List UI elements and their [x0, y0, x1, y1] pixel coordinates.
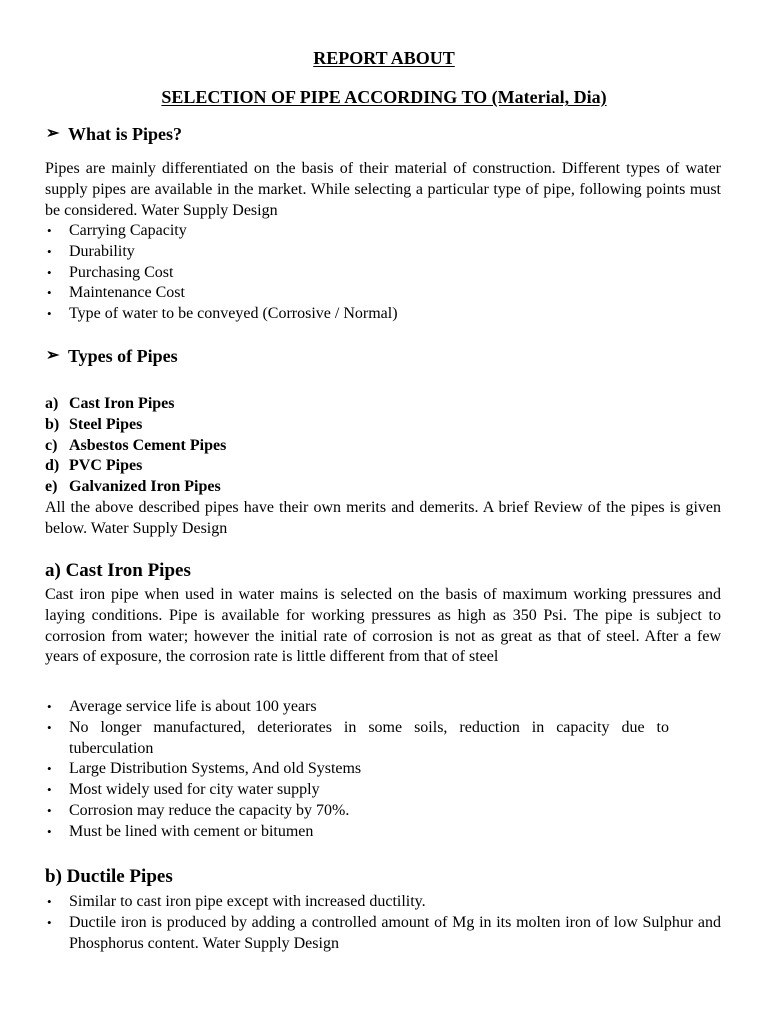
section-heading-text: Types of Pipes [68, 346, 178, 366]
bullet-icon: • [47, 223, 52, 238]
list-item: • Most widely used for city water supply [45, 780, 721, 801]
list-item: • No longer manufactured, deteriorates in some soils, reduction in capacity due to tuberculation [47, 718, 669, 757]
cast-iron-list [45, 697, 721, 843]
list-item: • Corrosion may reduce the capacity by 70%. [45, 801, 721, 822]
list-item: • Large Distribution Systems, And old Systems [45, 759, 721, 780]
list-item: • Carrying Capacity [45, 221, 721, 242]
list-item: • Type of water to be conveyed (Corrosive / Normal) [45, 304, 721, 325]
bullet-icon: • [47, 306, 52, 322]
list-item: b) Steel Pipes [45, 415, 143, 433]
list-item: • Similar to cast iron pipe except with increased ductility. [45, 892, 721, 913]
ductile-list [45, 892, 721, 954]
list-item: a) Cast Iron Pipes [45, 395, 175, 412]
bullet-icon: • [47, 823, 52, 839]
section-heading-text: What is Pipes? [68, 124, 183, 144]
bullet-icon: • [47, 243, 52, 259]
list-item: • Maintenance Cost [45, 283, 721, 304]
list-item: d) PVC Pipes [45, 457, 143, 475]
bullet-icon: • [47, 894, 52, 909]
bullet-icon: • [47, 285, 52, 301]
list-item: • Average service life is about 100 years [45, 697, 721, 718]
bullet-icon: • [47, 699, 52, 714]
list-item: c) Asbestos Cement Pipes [45, 436, 227, 454]
arrow-bullet-icon: ➢ [46, 347, 60, 364]
bullet-icon: • [47, 264, 52, 280]
section-heading-what-is-pipes [46, 124, 182, 145]
bullet-icon: • [47, 914, 52, 930]
bullet-icon: • [47, 802, 52, 818]
intro-paragraph: Pipes are mainly differentiated on the basis of their material of construction. Different types of water supply pipes are available in the market. While selecting a particular type of pipe, following points must be considered. Water Supply Design [45, 160, 721, 219]
report-title: REPORT ABOUT [313, 48, 455, 68]
list-item: • Must be lined with cement or bitumen [45, 822, 721, 843]
list-item: e) Galvanized Iron Pipes [45, 478, 221, 496]
cast-iron-paragraph: Cast iron pipe when used in water mains is selected on the basis of maximum working pressures and laying conditions. Pipe is available for working pressures as high as 350 Psi. The pipe is subject to corrosion from water; however the initial rate of corrosion is not as great as that of steel. After a few years of exposure, the corrosion rate is little different from that of steel [45, 586, 721, 666]
section-heading-cast-iron-pipes: a) Cast Iron Pipes [45, 560, 191, 581]
list-item: • Ductile iron is produced by adding a controlled amount of Mg in its molten iron of low Sulphur and Phosphorus content. Water Supply Design [47, 913, 721, 952]
report-subtitle: SELECTION OF PIPE ACCORDING TO (Material, Dia) [161, 87, 607, 107]
types-summary-paragraph: All the above described pipes have their own merits and demerits. A brief Review of the pipes is given below. Water Supply Design [45, 499, 721, 537]
section-heading-ductile-pipes: b) Ductile Pipes [45, 866, 173, 887]
section-heading-types-of-pipes [46, 346, 178, 367]
bullet-icon: • [47, 782, 52, 798]
bullet-icon: • [47, 761, 52, 777]
considerations-list [45, 221, 721, 325]
bullet-icon: • [47, 719, 52, 735]
list-item: • Durability [45, 242, 721, 263]
pipe-types-list [45, 394, 226, 498]
list-item: • Purchasing Cost [45, 263, 721, 284]
arrow-bullet-icon: ➢ [46, 125, 60, 142]
